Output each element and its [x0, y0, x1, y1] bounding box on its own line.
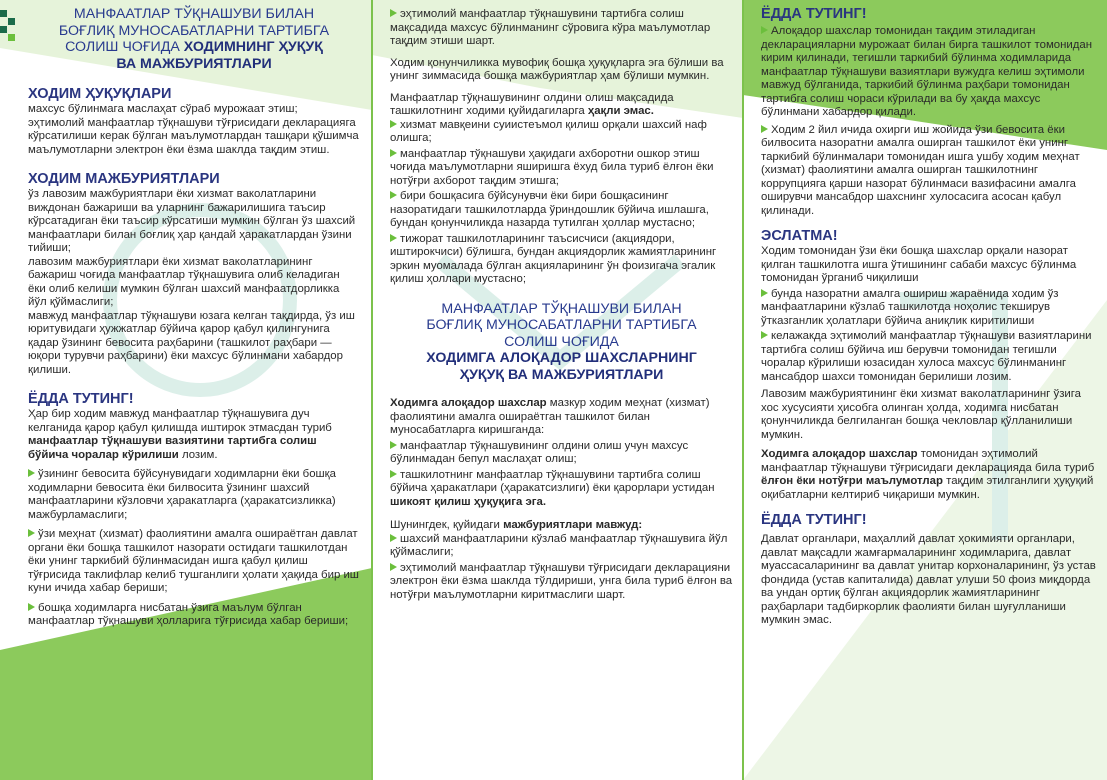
title-line: МАНФААТЛАР ТЎҚНАШУВИ БИЛАН [73, 6, 315, 22]
list-item: манфаатлар тўқнашувининг олдини олиш учун махсус бўлинмадан бепул маслаҳат олиш; [390, 439, 689, 465]
list-item: Алоқадор шахслар томонидан тақдим этиладиган декларацияларни мурожаат билан бирга ташкилот томонидан кирим қилинади, тегишли таркибий бўлинма ходимларида манфаатлар тўқнашуви вазиятлари вужудга келиш эҳтимоли мавжуд бўлганида, таркибий бўлинма раҳбари томонидан тартибга солиш чораси кўрилади ва бу ҳақда махсус бўлинмани хабардор қилади. [761, 25, 1093, 118]
title-line: ХОДИМГА АЛОҚАДОР ШАХСЛАРНИНГ [426, 350, 697, 366]
list-item: ташкилотнинг манфаатлар тўқнашувини тартибга солиш бўйича ҳаракатлари (ҳаракатсизлиги) ёки қарорлари устидан шикоят қилиш ҳуқуқига эга. [390, 468, 715, 508]
list-item: бошқа ходимларга нисбатан ўзига маълум бўлган манфаатлар тўқнашуви ҳолларига тўғрисида хабар бериши; [28, 601, 349, 627]
bullet-icon [761, 125, 768, 133]
rights-text: эҳтимолий манфаатлар тўқнашуви тўғрисидаги декларацияга кўрсатилиши керак бўлган маълумотлардан ташқари қўшимча маълумотларни электрон ёки ёзма шаклда тақдим этиш. [28, 116, 359, 156]
title-line: МАНФААТЛАР ТЎҚНАШУВИ БИЛАН [441, 300, 682, 317]
title-line: ҲУҚУҚ ВА МАЖБУРИЯТЛАРИ [459, 366, 664, 383]
remember-heading: ЁДДА ТУТИНГ! [761, 512, 867, 528]
bullet-icon [28, 469, 35, 477]
bullet-icon [390, 563, 397, 571]
list-item: манфаатлар тўқнашуви ҳақидаги ахборотни ошкор этиш чоғида маълумотларни яширишга ёхуд била туриб ёлғон ёки нотўғри ахборот тақдим этишга; [390, 147, 714, 187]
bullet-icon [390, 470, 397, 478]
bullet-icon [390, 149, 397, 157]
paragraph: Манфаатлар тўқнашувининг олдини олиш мақсадида ташкилотнинг ходими қуйидагиларга ҳақли эмас. [390, 91, 674, 117]
list-item: келажакда эҳтимолий манфаатлар тўқнашуви вазиятларини тартибга солиш бўйича иш берувчи томонидан тегишли чоралар кўрилиши юзасидан хулоса махсус бўлинманинг мансабдор шахси томонидан берилиши лозим. [761, 330, 1092, 383]
duties-text: ўз лавозим мажбуриятлари ёки хизмат ваколатларини виждонан бажариши ва уларнинг бажарилишига таъсир кўрсатадиган ёки таъсир кўрсатиши мумкин бўлган ўз шахсий манфаатлари билан боғлиқ ҳар қандай ҳаракатлардан ўзини тийиши; [28, 188, 356, 254]
duties-heading: ХОДИМ МАЖБУРИЯТЛАРИ [28, 171, 220, 187]
title-line: ВА МАЖБУРИЯТЛАРИ [116, 55, 272, 72]
bullet-icon [390, 9, 397, 17]
paragraph: Шунингдек, қуйидаги мажбуриятлари мавжуд: [390, 519, 643, 531]
list-item: ўзининг бевосита бўйсунувидаги ходимларни ёки бошқа ходимларни бевосита ёки билвосита ўзининг шахсий манфаатларини кўзловчи ҳаракатларга (ҳаракатсизликка) мажбурламаслиги; [28, 468, 337, 521]
title-line: СОЛИШ ЧОҒИДА [504, 333, 619, 350]
column-left [0, 0, 372, 780]
section-title [390, 301, 733, 384]
paragraph: Ходимга алоқадор шахслар томонидан эҳтимолий манфаатлар тўқнашуви тўғрисидаги декларацияда била туриб ёлғон ёки нотўғри маълумотлар тақдим этилганлиги ҳуқуқий оқибатларни келтириб чиқариши мумкин. [761, 448, 1095, 501]
note-heading: ЭСЛАТМА! [761, 228, 838, 244]
title-line: БОҒЛИҚ МУНОСАБАТЛАРНИ ТАРТИБГА [58, 22, 330, 39]
paragraph: Лавозим мажбуриятининг ёки хизмат ваколатларининг ўзига хос хусусияти ҳисобга олинган ҳолда, ходимга нисбатан қонунчиликда белгиланган бошқа чекловлар қўлланилиши мумкин. [761, 388, 1082, 441]
remember-heading: ЁДДА ТУТИНГ! [28, 391, 134, 407]
list-item: шахсий манфаатларини кўзлаб манфаатлар тўқнашувига йўл қўймаслиги; [390, 532, 728, 558]
duties-text: лавозим мажбуриятлари ёки хизмат ваколатларининг бажариш чоғида манфаатлар тўқнашувига олиб келадиган ёки олиб келиши мумкин бўлган шахсий манфаатдорликка йўл қўймаслиги; [28, 255, 340, 308]
bullet-icon [761, 331, 768, 339]
logo-mark [0, 10, 20, 40]
bullet-icon [761, 26, 768, 34]
duties-text: мавжуд манфаатлар тўқнашуви юзага келган тақдирда, ўз иш юритувидаги ҳужжатлар бўйича қарор қабул қилингунига қадар ўзининг бевосита раҳбарини (ташкилот раҳбари — юқори турувчи раҳбарини) ёки махсус бўлинмани хабардор қилиши. [28, 309, 355, 376]
paragraph: Ходимга алоқадор шахслар мазкур ходим меҳнат (хизмат) фаолиятини амалга ошираётган ташкилот билан муносабатларга киришганда: [390, 397, 710, 436]
list-item: бири бошқасига бўйсунувчи ёки бири бошқасининг назоратидаги ташкилотларда ўриндошлик бўйича ишлашга, бундан қонунчиликда назарда тутилган ҳоллар мустасно; [390, 190, 709, 229]
bullet-icon [390, 441, 397, 449]
list-item: ўзи меҳнат (хизмат) фаолиятини амалга ошираётган давлат органи ёки бошқа ташкилот назорати остидаги ташкилотдан ёки унинг таркибий бўлинмасидан ишга қабул қилиш тўғрисида таклифлар келиб тушганлиги ҳолати ҳақида бир иш куни ичида хабар бериши; [28, 528, 359, 594]
rights-text: махсус бўлинмага маслаҳат сўраб мурожаат этиш; [28, 103, 298, 115]
paragraph: Ходим қонунчиликка мувофиқ бошқа ҳуқуқларга эга бўлиши ва унинг зиммасида бошқа мажбуриятлар ҳам бўлиши мумкин. [390, 56, 724, 82]
list-item: эҳтимолий манфаатлар тўқнашувини тартибга солиш мақсадида махсус бўлинманинг сўровига кўра маълумотлар тақдим этиши шарт. [390, 8, 711, 47]
bullet-icon [28, 603, 35, 611]
remember-text: Ҳар бир ходим мавжуд манфаатлар тўқнашувига дуч келганида қарор қабул қилишда иштирок этмасдан туриб манфаатлар тўқнашуви вазиятини тартибга солиш бўйича чоралар кўрилиши лозим. [28, 408, 332, 461]
paragraph: Давлат органлари, маҳаллий давлат ҳокимияти органлари, давлат мақсадли жамғармаларининг ходимларига, давлат муассасаларининг ва давлат унитар корхоналарининг, ўз устав фондида (устав капиталида) давлат улуши 50 фоиз миқдорда ва ундан ортиқ бўлган акциядорлик жамиятларининг раҳбарлари тадбиркорлик фаолияти билан шуғулланиши мумкин эмас. [761, 533, 1096, 626]
list-item: хизмат мавқеини суиистеъмол қилиш орқали шахсий наф олишга; [390, 118, 707, 144]
list-item: эҳтимолий манфаатлар тўқнашуви тўғрисидаги декларацияни электрон ёки ёзма шаклда тўлдириши, унга била туриб ёлғон ва нотўғри маълумотларни киритмаслиги шарт. [390, 561, 733, 601]
bullet-icon [390, 234, 397, 242]
list-item: бунда назоратни амалга ошириш жараёнида ходим ўз манфаатларини кўзлаб ташкилотда ноҳолис текширув ўтказганлик ҳолатлари бўйича аниқлик киритилиши [761, 287, 1059, 327]
column-middle [372, 0, 743, 780]
bullet-icon [28, 529, 35, 537]
column-right [743, 0, 1107, 780]
column-separator [742, 0, 744, 780]
bullet-icon [390, 120, 397, 128]
column-separator [371, 0, 373, 780]
list-item: тижорат ташкилотларининг таъсисчиси (акциядори, иштирокчиси) бўлишга, бундан акциядорлик жамиятларининг эркин муомалада бўлган акцияларининг ўн фоизигача эгалик қилиш ҳоллари мустасно; [390, 232, 717, 285]
bullet-icon [390, 191, 397, 199]
remember-heading: ЁДДА ТУТИНГ! [761, 6, 867, 22]
title-line: БОҒЛИҚ МУНОСАБАТЛАРНИ ТАРТИБГА [426, 317, 697, 333]
title-line: СОЛИШ ЧОҒИДА ХОДИМНИНГ ҲУҚУҚ [65, 39, 323, 55]
paragraph: Ходим томонидан ўзи ёки бошқа шахслар орқали назорат қилган ташкилотга ишга ўтишининг сабаби махсус бўлинма томонидан ўрганиб чиқилиши [761, 245, 1077, 284]
list-item: Ходим 2 йил ичида охирги иш жойида ўзи бевосита ёки билвосита назоратни амалга оширган ташкилот ёки унинг таркибий бўлинмалари томонидан ишга ушбу ходим меҳнат (хизмат) фаолиятини амалга оширган ташкилотнинг коррупцияга қарши назорат бўлинмаси вазифасини амалга оширувчи мансабдор шахснинг хулосасига асосан қабул қилинади. [761, 123, 1080, 217]
rights-heading: ХОДИМ ҲУҚУҚЛАРИ [28, 86, 172, 102]
bullet-icon [761, 289, 768, 297]
bullet-icon [390, 534, 397, 542]
